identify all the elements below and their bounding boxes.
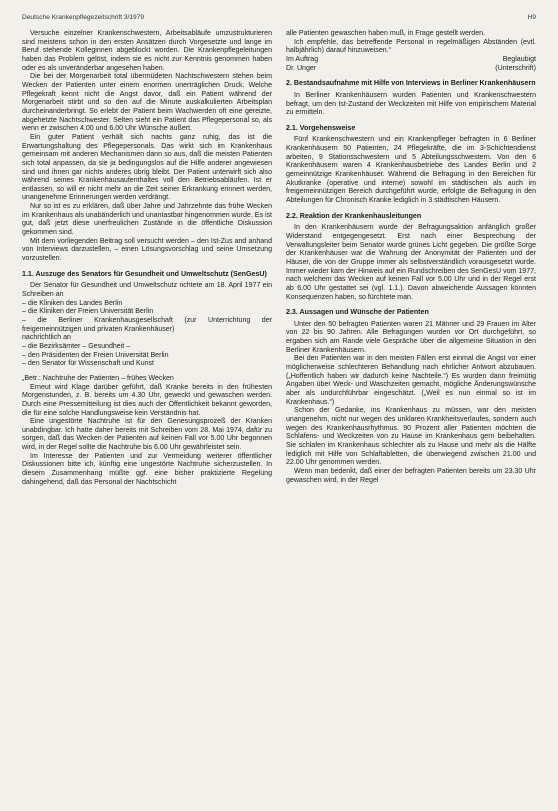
paragraph: Nur so ist es zu erklären, daß über Jahre und Jahrzehnte das frühe Wecken im Krankenhaus als unabänderlich und unantastbar hingenommen wurde. Es ist gut, daß jetzt diese unerfreulichen Zustände in die öffentliche Diskussion gekommen sind. <box>22 203 272 237</box>
right-column <box>286 30 536 487</box>
paragraph: In Berliner Krankenhäusern wurden Patienten und Krankenschwestern befragt, um den Ist-Zustand der Weckzeiten mit Hilfe von empirischem Material zu ermitteln. <box>286 91 536 117</box>
paragraph: Ich empfehle, das betreffende Personal in regelmäßigen Abständen (evtl. halbjährlich) darauf hinzuweisen.“ <box>286 38 536 55</box>
paragraph: Im Interesse der Patienten und zur Vermeidung weiterer öffentlicher Diskussionen bitte ich, künftig eine ungestörte Nachtruhe sicherzustellen. In diesem Zusammenhang müßte ggf. eine bisher praktizierte Regelung dahingehend, daß das Personal der Nachtschicht <box>22 452 272 486</box>
recipient-list <box>22 300 272 369</box>
text-columns <box>22 30 536 487</box>
list-item: – die Kliniken des Landes Berlin <box>22 299 123 307</box>
paragraph: Der Senator für Gesundheit und Umweltschutz richtete am 18. April 1977 ein Schreiben an <box>22 282 272 298</box>
list-item: nachrichtlich an <box>22 334 71 342</box>
paragraph: Eine ungestörte Nachtruhe ist für den Genesungsprozeß der Kranken unabdingbar. Ich hatte daher bereits mit Schreiben vom 28. Mai 1974, dafür zu sorgen, daß das Wecken der Patienten auf keinen Fall vor 5.00 Uhr begonnen wird, in der Regel sollte die Nachtruhe bis 6.00 Uhr gewährleistet sein. <box>22 418 272 452</box>
signature-label: Im Auftrag <box>286 55 319 63</box>
paragraph: Mit dem vorliegenden Beitrag soll versucht werden – den Ist-Zus and anhand von Interviews darzustellen, – einen Lösungsvorschlag und seine Umsetzung vorzustellen. <box>22 237 272 263</box>
page-header <box>22 14 536 26</box>
list-item: – die Kliniken der Freien Universität Berlin <box>22 308 154 316</box>
paragraph: Fünf Krankenschwestern und ein Krankenpfleger befragten in 6 Berliner Krankenhäusern 50 Patienten, 24 Pflegekräfte, die im 3-Schichtendienst arbeiten, 9 Stationsschwestern und 5 Abteilungsschwestern. Von den 6 Krankenhäusern waren 4 Krankenhausbetriebe des Landes Berlin und 2 gemeinnützige Krankenhäuser. Während die Befragung in den Bereichen für Akutkranke (operative und interne) sowohl im städtischen als auch im freigemeinnützigen Bereich durchgeführt wurde, erfolgte die Befragung in den Abteilungen für Chronisch Kranke lediglich in 3 städtischen Häusern. <box>286 136 536 205</box>
left-column <box>22 30 272 487</box>
section-heading: 2. Bestandsaufnahme mit Hilfe von Interviews in Berliner Krankenhäusern <box>286 79 536 88</box>
list-item: – die Bezirksämter – Gesundheit – <box>22 342 131 350</box>
paragraph: Unter den 50 befragten Patienten waren 21 Männer und 29 Frauen im Alter von 22 bis 90 Jahren. Alle Befragungen wurden vor Ort durchgeführt, so ergaben sich am Rande viele Gespräche über die allgemeine Situation in den Berliner Krankenhäusern. <box>286 320 536 354</box>
paragraph: Versuche einzelner Krankenschwestern, Arbeitsabläufe umzustrukturieren sind meistens schon in den ersten Ansätzen durch Vorgesetzte und lange im Beruf stehende Kolleginnen abgeblockt worden. Die Krankenpflegeleitungen haben das Problem gelöst, indem sie es nicht zur Kenntnis genommen haben oder es als unveränderbar angesehen haben. <box>22 30 272 72</box>
section-heading: 2.3. Aussagen und Wünsche der Patienten <box>286 308 429 317</box>
list-item: – die Berliner Krankenhausgesellschaft (zur Unterrichtung der freigemeinnützigen und privaten Krankenhäuser) <box>22 316 272 333</box>
paragraph: Die bei der Morgenarbeit total übermüdeten Nachtschwestern stehen beim Wecken der Patienten unter einem enormen unerträglichen Druck. Welche Pflegekraft kennt nicht die Angst davor, daß ein Patient während der Morgenarbeit stirbt und so den auf die Minute auskalkulierten Arbeitsplan durcheinanderbringt. So erlebt der Patient beim Wachwerden oft eine gereizte, abgehetzte Nachtschwester. Selten sieht ein Patient das Pflegepersonal so, als wenn er zwischen 4.00 und 6.00 Uhr Wünsche äußert. <box>22 73 272 133</box>
signature-name: (Unterschrift) <box>495 64 536 72</box>
section-heading: 2.1. Vorgehensweise <box>286 123 356 132</box>
list-item: – den Senator für Wissenschaft und Kunst <box>22 360 155 368</box>
section-heading: 2.2. Reaktion der Krankenhausleitungen <box>286 211 422 220</box>
section-heading: 1.1. Auszuge des Senators für Gesundheit und Umweltschutz (SenGesU) <box>22 269 267 278</box>
page-number: H9 <box>527 14 536 21</box>
quote-title: „Betr.: Nachtruhe der Patienten – frühes Wecken <box>22 374 174 382</box>
running-title: Deutsche Krankenpflegezeitschrift 3/1979 <box>22 14 145 21</box>
signature-row <box>286 56 536 65</box>
paragraph: In den Krankenhäusern wurde der Befragungsaktion anfänglich großer Widerstand entgegengesetzt. Erst nach einer Besprechung der Verwaltungsleiter beim Senator wurde grünes Licht gegeben. Die größte Sorge der Krankenhäuser war die Wahrung der Anonymität der Patienten und der Häuser, die von der Gruppe immer als selbstverständlich vorausgesetzt wurde. Immer wieder kam der Hinweis auf ein Rundschreiben des SenGesU vom 1977, nach welchem das Wecken auf keinen Fall vor 5.00 Uhr und in der Regel erst ab 6.00 Uhr gestattet sei (vgl. 1.1.). Davon abweichende Aussagen könnten Konsequenzen haben, so fürchtete man. <box>286 224 536 301</box>
paragraph: Bei den Patienten war in den meisten Fällen erst einmal die Angst vor einer möglicherweise schlechteren Behandlung nach ehrlicher Antwort abzubauen. („Hoffentlich haben wir dadurch keine Nachteile.“) Es wurden dann freimütig Angaben über Weck- und Waschzeiten gemacht, mögliche Änderungswünsche aber als undurchführbar eingeschätzt. („Weil es nun einmal so ist im Krankenhaus.“) <box>286 355 536 406</box>
paragraph: alle Patienten gewaschen haben muß, in Frage gestellt werden. <box>286 30 485 37</box>
signature-row <box>286 65 536 74</box>
paragraph: Schon der Gedanke, ins Krankenhaus zu müssen, war den meisten unangenehm, nicht nur wegen des unklaren Krankheitsverlaufes, sondern auch wegen des Krankenhausrhythmus. 90 Prozent aller Patienten möchten die Schlafens- und Weckzeiten von zu Hause im Krankenhaus gern beibehalten. Sie schlafen im Krankenhaus schlechter als zu Hause und mehr als die Hälfte lediglich mit Hilfe von Schlaftabletten, die überwiegend zwischen 21.00 und 22.00 Uhr genommen werden. <box>286 407 536 467</box>
paragraph: Wenn man bedenkt, daß einer der befragten Patienten bereits um 23.30 Uhr gewaschen wird, in der Regel <box>286 467 536 484</box>
paragraph: Erneut wird Klage darüber geführt, daß Kranke bereits in den frühesten Morgenstunden, z. B. bereits um 4.30 Uhr, geweckt und gewaschen werden. Durch eine Pressemitteilung ist dies auch der Öffentlichkeit bekannt geworden, die für eine solche Handlungsweise kein Verständnis hat. <box>22 383 272 417</box>
signature-name: Dr. Unger <box>286 64 317 72</box>
paragraph: Ein guter Patient verhält sich nachts ganz ruhig, das ist die Erwartungshaltung des Pflegepersonals. Das wirkt sich im Krankenhaus gemeinsam mit anderen Mechanismen dann so aus, daß die meisten Patienten sich total anpassen, da sie ja bedingungslos auf die Hilfe anderer angewiesen sind und ihnen gar nichts anderes übrig bleibt. Der Patient unterwirft sich also während seines Krankenhausaufenthaltes voll den Betriebsabläufen. Ist er entlassen, so will er nicht mehr an die Zeit seiner Erkrankung erinnert werden, unangenehme Erinnerungen werden verdrängt. <box>22 133 272 202</box>
signature-label: Beglaubigt <box>502 55 536 63</box>
list-item: – den Präsidenten der Freien Universität Berlin <box>22 351 169 359</box>
